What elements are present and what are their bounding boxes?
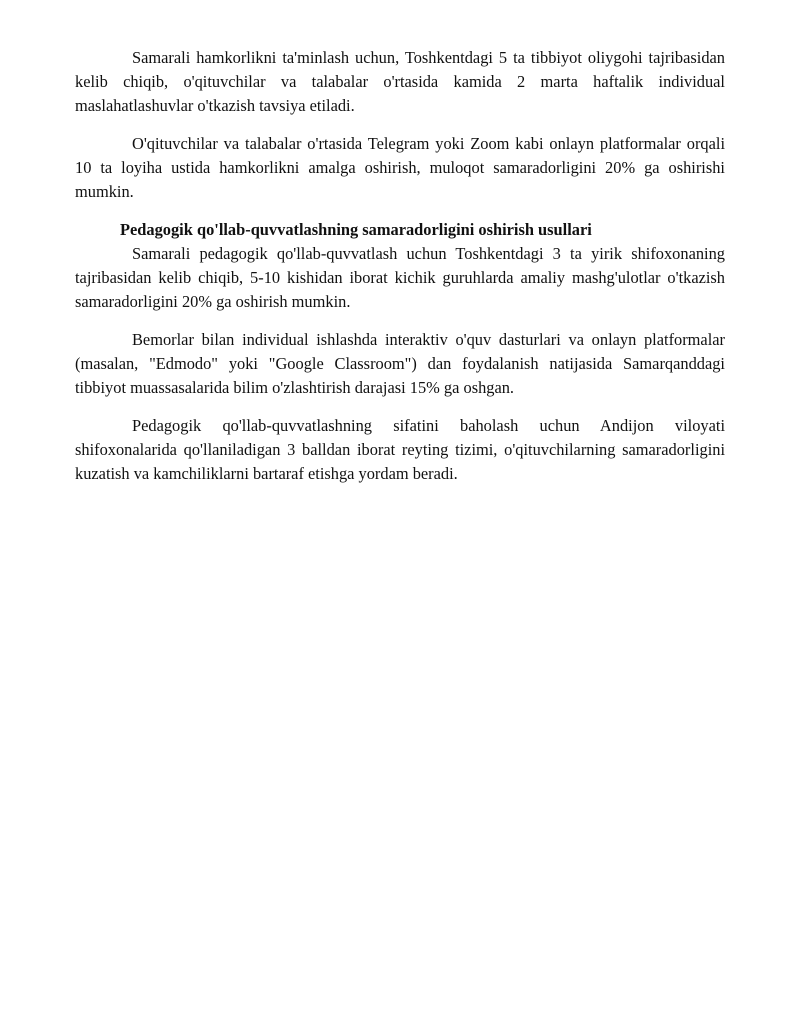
section-heading: Pedagogik qo'llab-quvvatlashning samaradorligini oshirish usullari xyxy=(120,220,592,239)
document-page xyxy=(75,46,725,486)
paragraph-rating-system: Pedagogik qo'llab-quvvatlashning sifatini baholash uchun Andijon viloyati shifoxonalarida qo'llaniladigan 3 balldan iborat reyting tizimi, o'qituvchilarning samaradorligini kuzatish va kamchiliklarni bartaraf etishga yordam beradi. xyxy=(75,416,725,483)
paragraph-online-platforms: O'qituvchilar va talabalar o'rtasida Telegram yoki Zoom kabi onlayn platformalar orqali 10 ta loyiha ustida hamkorlikni amalga oshirish, muloqot samaradorligini 20% ga oshirishi mumkin. xyxy=(75,134,725,201)
paragraph-small-groups: Samarali pedagogik qo'llab-quvvatlash uchun Toshkentdagi 3 ta yirik shifoxonaning tajribasidan kelib chiqib, 5-10 kishidan iborat kichik guruhlarda amaliy mashg'ulotlar o'tkazish samaradorligini 20% ga oshirish mumkin. xyxy=(75,244,725,311)
paragraph-interactive-programs: Bemorlar bilan individual ishlashda interaktiv o'quv dasturlari va onlayn platformalar (masalan, "Edmodo" yoki "Google Classroom") dan foydalanish natijasida Samarqanddagi tibbiyot muassasalarida bilim o'zlashtirish darajasi 15% ga oshgan. xyxy=(75,330,725,397)
paragraph-consultations: Samarali hamkorlikni ta'minlash uchun, Toshkentdagi 5 ta tibbiyot oliygohi tajribasidan kelib chiqib, o'qituvchilar va talabalar o'rtasida kamida 2 marta haftalik individual maslahatlashuvlar o'tkazish tavsiya etiladi. xyxy=(75,48,725,115)
